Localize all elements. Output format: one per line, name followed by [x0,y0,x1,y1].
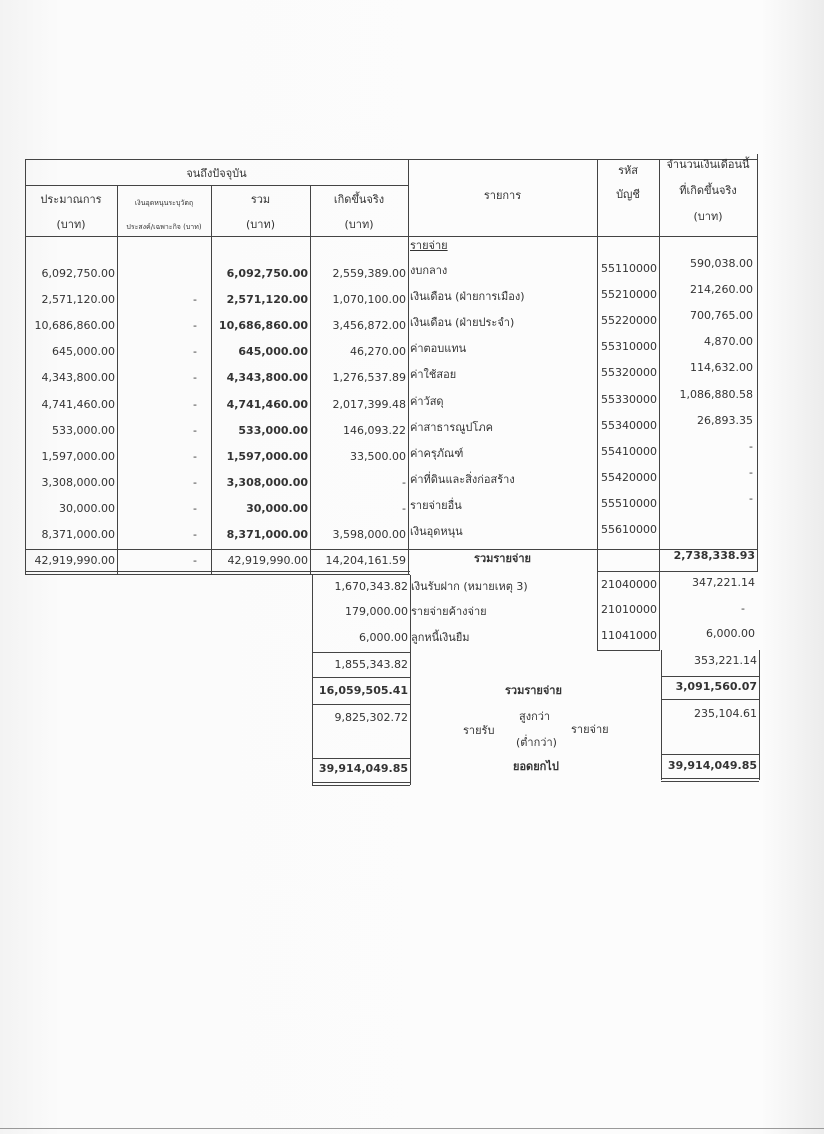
col-actual-right [408,159,409,575]
subsidy-heading-line2: ประสงค์/เฉพาะกิจ (บาท) [126,223,202,231]
cell-item: ค่าสาธารณูปโภค [410,421,493,434]
cell-budget: 3,308,000.00 [41,476,115,489]
cell-code: 55310000 [601,340,657,353]
cell-total: 645,000.00 [238,345,308,358]
code-box-bottom [597,650,659,651]
cell-code: 55610000 [601,523,657,536]
cell-item: ค่าวัสดุ [410,395,444,408]
cell-month: 114,632.00 [690,361,753,374]
grandtotal-label: รวมรายจ่าย [505,684,562,697]
cell-budget: 2,571,120.00 [41,293,115,306]
cell-actual: - [402,502,406,515]
header-bottom-rule [25,236,758,237]
totals-bottom-rule [25,571,410,572]
cell-total: 533,000.00 [238,424,308,437]
other-month: 6,000.00 [706,627,755,640]
group-header-rule [25,185,408,186]
cell-item: เงินเดือน (ฝ่ายการเมือง) [410,290,525,303]
cell-month: - [749,492,753,505]
cell-item: ค่าที่ดินและสิ่งก่อสร้าง [410,473,515,486]
cell-budget: 4,343,800.00 [41,371,115,384]
cell-budget: 1,597,000.00 [41,450,115,463]
cell-item: เงินเดือน (ฝ่ายประจำ) [410,316,515,329]
cell-code: 55320000 [601,366,657,379]
cell-budget: 10,686,860.00 [34,319,115,332]
other-actual: 1,670,343.82 [334,580,408,593]
other-month: - [741,602,745,615]
month-carry-double [661,781,759,782]
month-heading-line2: ที่เกิดขึ้นจริง [679,184,737,197]
cell-actual: 46,270.00 [350,345,406,358]
month-carry-rule [661,778,759,779]
budget-unit: (บาท) [56,218,86,231]
cell-budget: 645,000.00 [52,345,115,358]
cell-code: 55420000 [601,471,657,484]
cell-actual: 3,456,872.00 [332,319,406,332]
carry-label: ยอดยกไป [513,760,559,773]
month-unit: (บาท) [693,210,723,223]
cell-actual: 3,598,000.00 [332,528,406,541]
total-budget: 42,919,990.00 [34,554,115,567]
lower-month-right [759,650,760,780]
cell-actual: - [402,476,406,489]
budget-heading: ประมาณการ [40,193,102,206]
total-unit: (บาท) [246,218,275,231]
other-item: ลูกหนี้เงินยืม [411,631,470,644]
cell-month: 700,765.00 [690,309,753,322]
cell-month: - [749,440,753,453]
carry-bottom-rule [312,782,410,783]
carry-actual: 39,914,049.85 [318,762,408,775]
cell-code: 55210000 [601,288,657,301]
cell-total: 3,308,000.00 [226,476,308,489]
total-total: 42,919,990.00 [227,554,308,567]
cell-month: 214,260.00 [690,283,753,296]
cell-code: 55410000 [601,445,657,458]
cell-code: 55510000 [601,497,657,510]
item-heading: รายการ [483,189,522,202]
cell-total: 2,571,120.00 [226,293,308,306]
cell-total: 4,741,460.00 [226,398,308,411]
diff-higher: สูงกว่า [519,710,551,723]
totals-double-rule [25,574,410,575]
cell-actual: 2,559,389.00 [332,267,406,280]
actual-heading: เกิดขึ้นจริง [333,193,385,206]
cell-item: ค่าครุภัณฑ์ [410,447,464,460]
cell-total: 1,597,000.00 [226,450,308,463]
cell-item: ค่าตอบแทน [410,342,467,355]
month-grandtotal-rule [661,699,759,700]
carry-double-rule [312,785,410,786]
cell-item: เงินอุดหนุน [410,525,463,538]
cell-item: ค่าใช้สอย [410,368,457,381]
cell-item: รายจ่ายอื่น [410,499,462,512]
diff-lower: (ต่ำกว่า) [516,736,557,749]
grandtotal-month: 3,091,560.07 [675,680,757,693]
cell-month: 26,893.35 [697,414,753,427]
cell-total: 8,371,000.00 [226,528,308,541]
cell-actual: 1,070,100.00 [332,293,406,306]
code-heading-line1: รหัส [618,164,638,177]
diff-bottom-rule [312,758,410,759]
grandtotal-bottom-rule [312,704,410,705]
cell-subsidy: - [193,398,197,411]
cell-subsidy: - [193,502,197,515]
cell-subsidy: - [193,371,197,384]
carry-month: 39,914,049.85 [667,759,757,772]
cell-total: 6,092,750.00 [226,267,308,280]
subtotal-top-rule [312,652,410,653]
month-diff-rule [661,754,759,755]
subtotal-actual: 1,855,343.82 [334,658,408,671]
cell-code: 55220000 [601,314,657,327]
cell-budget: 533,000.00 [52,424,115,437]
diff-income: รายรับ [463,724,495,737]
other-actual: 6,000.00 [359,631,408,644]
actual-unit: (บาท) [344,218,374,231]
cell-code: 55340000 [601,419,657,432]
total-actual: 14,204,161.59 [325,554,406,567]
cell-actual: 146,093.22 [343,424,406,437]
cell-subsidy: - [193,319,197,332]
diff-month: 235,104.61 [694,707,757,720]
right-border [757,154,758,572]
cell-subsidy: - [193,450,197,463]
other-month: 347,221.14 [692,576,755,589]
cell-budget: 30,000.00 [59,502,115,515]
other-code: 21040000 [601,578,657,591]
subtotal-month: 353,221.14 [694,654,757,667]
cell-subsidy: - [193,293,197,306]
cell-actual: 33,500.00 [350,450,406,463]
totals-top-rule [25,549,758,550]
cell-subsidy: - [193,528,197,541]
code-heading-line2: บัญชี [616,188,640,201]
cell-subsidy: - [193,424,197,437]
cell-actual: 1,276,537.89 [332,371,406,384]
cell-month: 590,038.00 [690,257,753,270]
cell-total: 10,686,860.00 [218,319,308,332]
cell-total: 4,343,800.00 [226,371,308,384]
grandtotal-actual: 16,059,505.41 [318,684,408,697]
cell-subsidy: - [193,345,197,358]
other-item: เงินรับฝาก (หมายเหตุ 3) [411,580,528,593]
total-month: 2,738,338.93 [673,549,755,562]
cell-code: 55110000 [601,262,657,275]
cell-budget: 4,741,460.00 [41,398,115,411]
cumulative-group-heading: จนถึงปัจจุบัน [186,167,247,180]
other-code: 11041000 [601,629,657,642]
cell-code: 55330000 [601,393,657,406]
cell-subsidy: - [193,476,197,489]
cell-item: งบกลาง [410,264,448,277]
cell-budget: 6,092,750.00 [41,267,115,280]
subsidy-heading-line1: เงินอุดหนุนระบุวัตถุ [134,199,194,207]
cell-budget: 8,371,000.00 [41,528,115,541]
cell-month: 4,870.00 [704,335,753,348]
totals-right-rule [597,571,758,572]
total-label: รวมรายจ่าย [474,552,531,565]
total-subsidy: - [193,554,197,567]
month-subtotal-rule [661,676,759,677]
section-title: รายจ่าย [410,239,448,252]
other-actual: 179,000.00 [345,605,408,618]
cell-month: - [749,466,753,479]
subtotal-bottom-rule [312,677,410,678]
total-heading: รวม [250,193,271,206]
cell-total: 30,000.00 [246,502,308,515]
other-code: 21010000 [601,603,657,616]
cell-month: 1,086,880.58 [679,388,753,401]
table-top-border [25,159,758,160]
other-item: รายจ่ายค้างจ่าย [411,605,487,618]
month-heading-line1: จำนวนเงินเดือนนี้ [666,158,750,171]
diff-actual: 9,825,302.72 [334,711,408,724]
cell-actual: 2,017,399.48 [332,398,406,411]
diff-expense: รายจ่าย [571,723,609,736]
